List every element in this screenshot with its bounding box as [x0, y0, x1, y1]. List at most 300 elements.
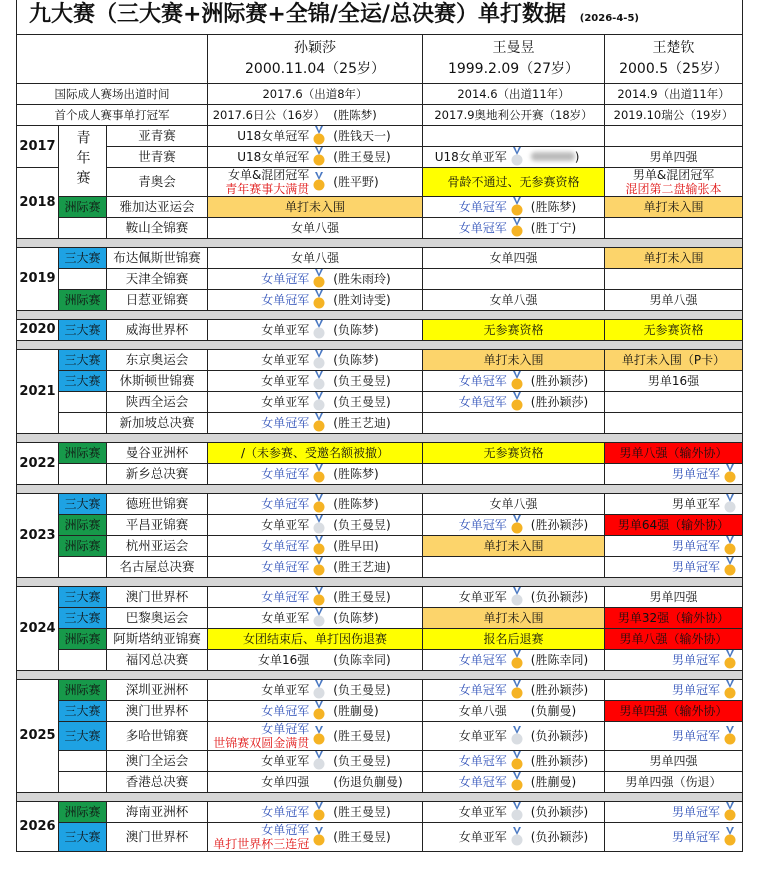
- category-label: 洲际赛: [64, 518, 101, 532]
- result-text: 无参赛资格: [643, 323, 704, 337]
- result-cell: [423, 443, 605, 464]
- event-label: 休斯顿世锦赛: [119, 373, 195, 388]
- result-text: /（未参赛、受邀名额被撤）: [240, 446, 390, 460]
- category-empty: [59, 650, 107, 671]
- player-header: [605, 35, 743, 84]
- opponent-text: (胜陈梦): [333, 497, 379, 511]
- gold-medal-icon: [313, 827, 325, 847]
- result-cell: [423, 515, 605, 536]
- result-cell: [605, 629, 743, 650]
- result-content: [607, 827, 740, 847]
- opponent-text: (胜朱雨玲): [333, 272, 391, 286]
- event-label: 日惹亚锦赛: [125, 292, 189, 307]
- result-main: [213, 590, 310, 604]
- result-content: [210, 515, 420, 535]
- silver-medal-icon: [313, 350, 325, 370]
- separator-cell: [17, 793, 743, 802]
- gold-medal-icon: [511, 218, 523, 238]
- result-content: [607, 494, 740, 514]
- result-main: [213, 293, 310, 307]
- result-main: [213, 683, 310, 697]
- result-main: [213, 150, 310, 164]
- event-label: 雅加达亚运会: [119, 199, 195, 214]
- category-badge-big3: [59, 722, 107, 751]
- player-birth: 1999.2.09（27岁）: [447, 61, 580, 77]
- result-cell: [423, 608, 605, 629]
- event-name: [107, 320, 208, 341]
- result-text: 2017.6日公（16岁）: [212, 108, 326, 122]
- result-content: [425, 218, 602, 238]
- result-main: [425, 805, 506, 819]
- opponent-text: (胜王曼昱): [333, 150, 391, 164]
- result-text: 男单四强: [649, 590, 698, 604]
- event-label: 香港总决赛: [125, 774, 189, 789]
- result-main: [213, 374, 310, 388]
- result-content: [210, 392, 420, 412]
- result-cell: [208, 650, 423, 671]
- category-label: 三大赛: [64, 590, 101, 604]
- result-cell: [605, 126, 743, 147]
- result-text: 单打未入围: [483, 353, 544, 367]
- result-text: 女单冠军: [458, 518, 507, 532]
- result-cell: [423, 84, 605, 105]
- result-cell: [423, 126, 605, 147]
- event-name: [107, 371, 208, 392]
- category-badge-big3: [59, 494, 107, 515]
- event-row: [17, 269, 743, 290]
- result-cell: [423, 413, 605, 434]
- info-row: [17, 84, 743, 105]
- event-label: 澳门世界杯: [125, 703, 189, 718]
- category-empty: [59, 269, 107, 290]
- result-main: [672, 805, 720, 819]
- result-cell: [423, 105, 605, 126]
- result-text: 女单冠军: [261, 272, 310, 286]
- result-cell: [208, 722, 423, 751]
- result-text: 男单冠军: [672, 805, 721, 819]
- info-label-text: 首个成人赛事单打冠军: [54, 108, 170, 122]
- result-main: [425, 775, 506, 789]
- event-row: [17, 722, 743, 751]
- result-cell: [605, 218, 743, 239]
- gold-medal-icon: [313, 126, 325, 146]
- gold-medal-icon: [511, 515, 523, 535]
- event-name: [107, 515, 208, 536]
- separator-cell: [17, 485, 743, 494]
- result-content: [210, 464, 420, 484]
- event-label: 阿斯塔纳亚锦赛: [113, 631, 201, 646]
- year-label: 2023: [19, 527, 56, 543]
- result-text: 女单冠军: [458, 653, 507, 667]
- result-text: 无参赛资格: [483, 446, 544, 460]
- result-cell: [208, 350, 423, 371]
- category-empty: [59, 413, 107, 434]
- result-text: 2014.9（出道11年）: [617, 87, 730, 101]
- result-cell: [208, 772, 423, 793]
- result-text: 2014.6（出道11年）: [457, 87, 570, 101]
- result-text: 单打未入围（P卡）: [621, 353, 726, 367]
- result-text: 女单亚军: [261, 518, 310, 532]
- event-row: [17, 650, 743, 671]
- silver-medal-icon: [313, 515, 325, 535]
- result-content: [607, 536, 740, 556]
- result-content: [607, 802, 740, 822]
- result-cell: [208, 371, 423, 392]
- result-text: 无参赛资格: [483, 323, 544, 337]
- result-cell: [208, 413, 423, 434]
- result-cell: [423, 147, 605, 168]
- result-content: [210, 126, 420, 146]
- silver-medal-icon: [313, 751, 325, 771]
- event-label: 曼谷亚洲杯: [125, 445, 189, 460]
- result-cell: [208, 147, 423, 168]
- result-text: 男单32强（输外协）: [617, 611, 730, 625]
- result-main: [213, 395, 310, 409]
- result-content: [210, 494, 420, 514]
- event-label: 巴黎奥运会: [125, 610, 189, 625]
- event-name: [107, 587, 208, 608]
- result-text: 男单&混团冠军: [632, 168, 715, 182]
- silver-medal-icon: [313, 371, 325, 391]
- result-cell: [605, 650, 743, 671]
- category-badge-big3: [59, 350, 107, 371]
- event-label: 布达佩斯世锦赛: [113, 250, 201, 265]
- year-label: 2021: [19, 383, 56, 399]
- result-text: 女单亚军: [261, 754, 310, 768]
- result-cell: [208, 557, 423, 578]
- category-badge-continental: [59, 197, 107, 218]
- result-content: [210, 105, 420, 125]
- result-text: U18女单冠军: [237, 150, 310, 164]
- category-label: 洲际赛: [64, 446, 101, 460]
- result-content: [210, 751, 420, 771]
- category-badge-continental: [59, 290, 107, 311]
- result-cell: [423, 557, 605, 578]
- result-cell: [605, 350, 743, 371]
- result-content: [210, 823, 420, 851]
- gold-medal-icon: [511, 680, 523, 700]
- result-cell: [208, 515, 423, 536]
- result-text: 报名后退赛: [483, 632, 544, 646]
- result-main: [425, 653, 506, 667]
- result-content: [210, 722, 420, 750]
- year-cell: [17, 443, 59, 485]
- separator-cell: [17, 341, 743, 350]
- event-name: [107, 269, 208, 290]
- result-main: [425, 683, 506, 697]
- event-name: [107, 290, 208, 311]
- separator-row: [17, 434, 743, 443]
- result-cell: [423, 823, 605, 852]
- opponent-text: (胜孙颖莎): [530, 374, 589, 388]
- gold-medal-icon: [313, 494, 325, 514]
- result-cell: [423, 392, 605, 413]
- result-text: 骨龄不通过、无参赛资格: [447, 175, 580, 189]
- result-cell: [208, 680, 423, 701]
- result-text: 女单冠军: [458, 395, 507, 409]
- result-content: [210, 168, 420, 196]
- opponent-text: (胜王曼昱): [333, 830, 391, 844]
- result-text: U18女单冠军: [237, 129, 310, 143]
- category-badge-big3: [59, 371, 107, 392]
- result-cell: [208, 168, 423, 197]
- opponent-text: (胜王曼昱): [333, 729, 391, 743]
- result-text: 女单16强: [258, 653, 310, 667]
- result-cell: [208, 629, 423, 650]
- result-content: [425, 515, 602, 535]
- separator-row: [17, 578, 743, 587]
- result-cell: [605, 823, 743, 852]
- category-label: 洲际赛: [64, 539, 101, 553]
- event-row: [17, 680, 743, 701]
- result-content: [210, 269, 420, 289]
- opponent-text: (负王曼昱): [333, 683, 391, 697]
- result-main: [213, 353, 310, 367]
- event-name: [107, 802, 208, 823]
- event-label: 东京奥运会: [125, 352, 189, 367]
- result-cell: [605, 248, 743, 269]
- result-main: [213, 518, 310, 532]
- result-main: [213, 722, 310, 750]
- year-label: 2019: [19, 271, 56, 286]
- result-main: [425, 704, 506, 718]
- separator-cell: [17, 311, 743, 320]
- result-text: 女单亚军: [261, 323, 310, 337]
- result-content: [210, 701, 420, 721]
- year-cell: [17, 350, 59, 434]
- header-blank: [17, 35, 208, 84]
- result-content: [210, 371, 420, 391]
- result-note: 混团第二盘输张本: [625, 182, 722, 196]
- result-cell: [208, 464, 423, 485]
- gold-medal-icon: [313, 413, 325, 433]
- result-main: [213, 775, 310, 789]
- event-row: [17, 587, 743, 608]
- result-text: 女单冠军: [261, 467, 310, 481]
- result-text: 女单冠军: [458, 754, 507, 768]
- gold-medal-icon: [724, 464, 736, 484]
- event-name: [107, 680, 208, 701]
- year-cell: [17, 680, 59, 793]
- result-content: [210, 413, 420, 433]
- opponent-text: (胜陈梦): [333, 467, 379, 481]
- separator-row: [17, 793, 743, 802]
- category-badge-big3: [59, 823, 107, 852]
- result-content: [210, 608, 420, 628]
- gold-medal-icon: [511, 772, 523, 792]
- result-content: [425, 650, 602, 670]
- result-main: [672, 539, 720, 553]
- result-text: 单打未入围: [483, 611, 544, 625]
- silver-medal-icon: [511, 726, 523, 746]
- opponent-text: (负王曼昱): [333, 518, 391, 532]
- silver-medal-icon: [511, 147, 523, 167]
- opponent-text: (胜刘诗雯): [333, 293, 391, 307]
- result-text: 男单四强（伤退）: [625, 775, 722, 789]
- result-cell: [605, 608, 743, 629]
- result-content: [210, 557, 420, 577]
- event-row: [17, 802, 743, 823]
- result-text: 男单冠军: [672, 729, 721, 743]
- stats-table: [16, 0, 743, 852]
- result-text: 男单八强（输外协）: [619, 632, 728, 646]
- result-text: 单打未入围: [284, 200, 345, 214]
- event-label: 杭州亚运会: [125, 538, 189, 553]
- opponent-text: (负陈梦): [333, 323, 379, 337]
- result-main: [672, 729, 720, 743]
- result-content: [425, 772, 602, 792]
- event-name: [107, 443, 208, 464]
- result-content: [425, 147, 602, 167]
- player-header: [208, 35, 423, 84]
- result-main: [425, 221, 506, 235]
- result-cell: [423, 290, 605, 311]
- event-row: [17, 494, 743, 515]
- result-text: 女单亚军: [261, 611, 310, 625]
- event-name: [107, 536, 208, 557]
- opponent-text: (负孙颖莎): [530, 805, 589, 819]
- result-content: [607, 650, 740, 670]
- result-note: 青年赛事大满贯: [225, 182, 310, 196]
- result-text: 女单八强: [290, 221, 339, 235]
- event-row: [17, 515, 743, 536]
- result-main: [213, 823, 310, 851]
- result-text: 女单亚军: [458, 590, 507, 604]
- result-text: 男单冠军: [672, 830, 721, 844]
- event-label: 鞍山全锦赛: [125, 220, 189, 235]
- category-badge-continental: [59, 515, 107, 536]
- result-cell: [208, 587, 423, 608]
- event-name: [107, 823, 208, 852]
- category-label: 三大赛: [64, 611, 101, 625]
- result-content: [210, 802, 420, 822]
- category-label: 三大赛: [64, 704, 101, 718]
- opponent-text: (胜早田): [333, 539, 379, 553]
- opponent-text: (胜王曼昱): [333, 590, 391, 604]
- silver-medal-icon: [724, 494, 736, 514]
- gold-medal-icon: [511, 751, 523, 771]
- event-name: [107, 168, 208, 197]
- result-text: 男单四强（输外协）: [619, 704, 728, 718]
- result-cell: [208, 701, 423, 722]
- opponent-text: (负孙颖莎): [530, 830, 589, 844]
- result-content: [210, 320, 420, 340]
- gold-medal-icon: [313, 269, 325, 289]
- separator-row: [17, 239, 743, 248]
- result-cell: [605, 802, 743, 823]
- result-cell: [423, 802, 605, 823]
- category-empty: [59, 392, 107, 413]
- result-text: 男单冠军: [672, 683, 721, 697]
- event-label: 新加坡总决赛: [119, 415, 195, 430]
- event-name: [107, 126, 208, 147]
- result-cell: [605, 269, 743, 290]
- result-cell: [605, 494, 743, 515]
- date-label: (2026-4-5): [579, 13, 639, 24]
- gold-medal-icon: [313, 464, 325, 484]
- event-label: 澳门世界杯: [125, 829, 189, 844]
- gold-medal-icon: [313, 172, 325, 192]
- result-text: 单打未入围: [643, 200, 704, 214]
- result-content: [210, 536, 420, 556]
- result-content: [607, 557, 740, 577]
- result-cell: [423, 320, 605, 341]
- result-content: [210, 290, 420, 310]
- event-row: [17, 536, 743, 557]
- info-label: [17, 84, 208, 105]
- event-row: [17, 608, 743, 629]
- result-text: 女单冠军: [458, 221, 507, 235]
- result-text: 女单八强: [290, 251, 339, 265]
- gold-medal-icon: [313, 802, 325, 822]
- result-content: [210, 680, 420, 700]
- medal-spacer: [313, 105, 325, 125]
- event-name: [107, 350, 208, 371]
- result-cell: [605, 443, 743, 464]
- medal-spacer: [313, 650, 325, 670]
- result-main: [212, 108, 326, 122]
- opponent-text: (负陈梦): [333, 353, 379, 367]
- result-cell: [423, 494, 605, 515]
- result-text: 男单64强（输外协）: [617, 518, 730, 532]
- result-content: [210, 587, 420, 607]
- category-badge-big3: [59, 248, 107, 269]
- silver-medal-icon: [313, 608, 325, 628]
- result-cell: [605, 84, 743, 105]
- result-main: [425, 830, 506, 844]
- year-label: 2024: [19, 620, 56, 636]
- event-label: 名古屋总决赛: [119, 559, 195, 574]
- gold-medal-icon: [724, 680, 736, 700]
- category-label: 洲际赛: [64, 200, 101, 214]
- result-cell: [423, 587, 605, 608]
- info-row: [17, 105, 743, 126]
- opponent-text: (负孙颖莎): [530, 729, 589, 743]
- year-cell: [17, 168, 59, 239]
- event-label: 德班世锦赛: [125, 496, 189, 511]
- result-text: 2019.10瑞公（19岁）: [613, 108, 734, 122]
- result-text: 男单亚军: [672, 497, 721, 511]
- result-content: [210, 147, 420, 167]
- opponent-text: (胜孙颖莎): [530, 754, 589, 768]
- result-content: [425, 392, 602, 412]
- opponent-text: (胜钱天一): [333, 129, 391, 143]
- result-main: [213, 416, 310, 430]
- event-row: [17, 218, 743, 239]
- result-main: [672, 653, 720, 667]
- result-content: [425, 701, 602, 721]
- opponent-text: (伤退负蒯曼): [333, 775, 403, 789]
- category-label: 青年赛: [74, 129, 91, 190]
- separator-row: [17, 311, 743, 320]
- result-content: [607, 680, 740, 700]
- result-content: [425, 751, 602, 771]
- result-cell: [208, 494, 423, 515]
- opponent-text: (胜王艺迪): [333, 416, 391, 430]
- category-label: 三大赛: [64, 497, 101, 511]
- result-main: [425, 395, 506, 409]
- result-content: [425, 197, 602, 217]
- event-row: [17, 248, 743, 269]
- event-row: [17, 147, 743, 168]
- opponent-text: (胜孙颖莎): [530, 395, 589, 409]
- gold-medal-icon: [313, 536, 325, 556]
- opponent-text: (胜孙颖莎): [530, 683, 589, 697]
- info-label: [17, 105, 208, 126]
- result-text: 男单冠军: [672, 560, 721, 574]
- year-label: 2018: [19, 195, 56, 210]
- result-main: [213, 129, 310, 143]
